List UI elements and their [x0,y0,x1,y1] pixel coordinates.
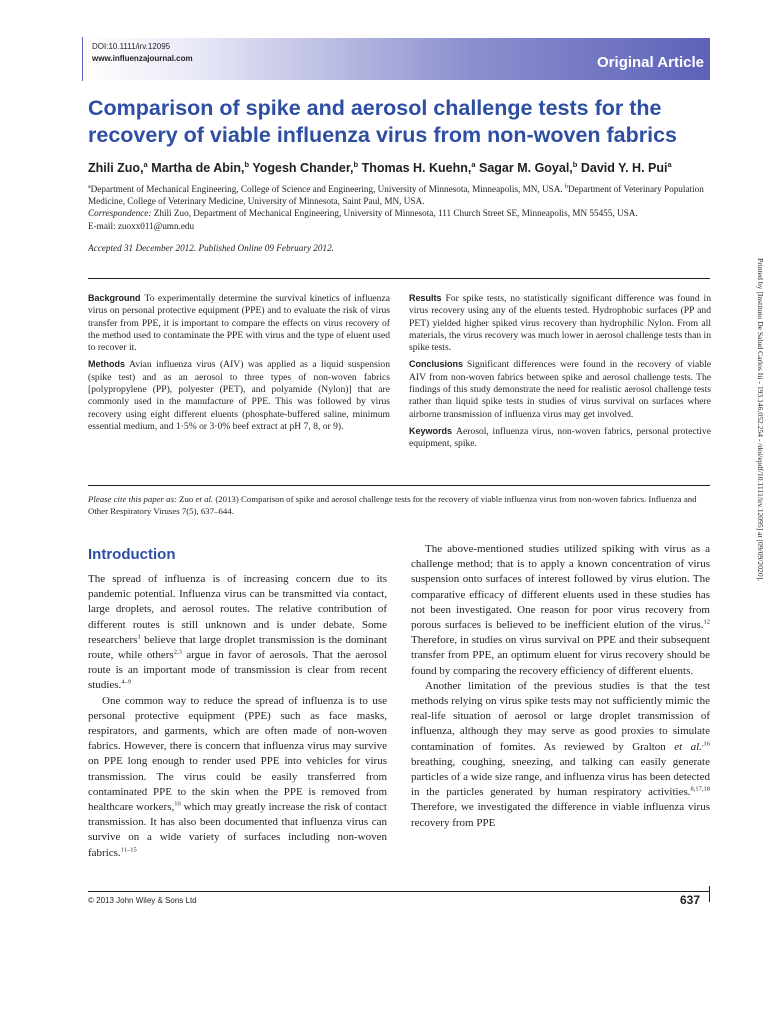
body-text: believe that large droplet transmission is the dominant route, while others [88,633,387,662]
journal-url[interactable]: www.influenzajournal.com [92,54,193,63]
abstract-results: For spike tests, no statistically significant difference was found in virus recovery using any of the eluents tested. Hydrophobic surfaces (PP and PET) yielded higher spiked virus recovery than hydrophilic Nylon. From all materials, the virus recovery was much lower in aerosol challenge tests than in spike tests. [409,293,711,354]
citation-authors: Zuo [179,494,194,504]
body-text: Another limitation of the previous studies is that the test methods relying on virus spike tests may not sufficiently mimic the real-life situation of aerosol or large droplet transmission of influenza, although they may serve as good proxies to simulate contamination of fomites. As reviewed by Gralton [411,679,710,753]
abstract-background: To experimentally determine the survival kinetics of influenza virus on personal protective equipment (PPE) and to evaluate the risk of virus transfer from PPE, it is important to compare the effects on virus recovery of the method used to contaminate the PPE with virus and the type of eluent used to recover it. [88,293,390,354]
page-tick [709,886,710,902]
affil-a: Department of Mechanical Engineering, College of Science and Engineering, University of Minnesota, Minneapolis, MN, USA. [90,184,563,195]
citation-note [88,493,710,517]
reference-sup[interactable]: 2,3 [173,648,182,656]
body-text: Therefore, in studies on virus survival on PPE and their subsequent transfer from PPE, an optimum eluent for virus recovery should be found by comparing the recovery efficiency of different eluents. [411,634,710,677]
author-affil-sup: b [244,160,250,169]
affil-b: Department of Veterinary Population Medicine, College of Veterinary Medicine, University of Minnesota, Saint Paul, MN, USA. [88,184,704,207]
author-affil-sup: a [471,160,476,169]
download-watermark: Printed by [Instituto De Salud Carlos Iii - 193.146.052.254 - /doi/epdf/10.1111/irv.12095] at [09/09/2020]. [756,258,765,582]
accepted-date: Accepted 31 December 2012. Published Online 09 February 2012. [88,243,334,253]
correspondence-text: Zhili Zuo, Department of Mechanical Engineering, University of Minnesota, 111 Church Street SE, Minneapolis, MN 55455, USA. [153,208,638,219]
header-rule [82,37,83,81]
author-name: Martha de Abin, [151,161,245,176]
body-text: The spread of influenza is of increasing concern due to its pandemic potential. Influenza virus can be transmitted via contact, large droplets, and aerosol routes. The relative contribution of different routes is still unknown and is under debate. Some researchers [88,573,387,646]
footer-divider [88,891,710,892]
reference-sup[interactable]: 8,17,18 [690,785,710,793]
correspondence-label: Correspondence: [88,208,152,219]
abstract-conclusions: Significant differences were found in the recovery of viable AIV from non-woven fabrics between spike and aerosol challenge tests. The findings of this study demonstrate the need for realistic aerosol challenge tests rather than liquid spike tests in studies of virus survival on surfaces where airborne transmission of influenza virus may get involved. [409,359,711,420]
keywords-label: Keywords [409,425,453,436]
citation-etal: et al. [195,494,214,504]
reference-sup[interactable]: 4–9 [121,678,132,686]
citation-text: (2013) Comparison of spike and aerosol challenge tests for the recovery of viable influenza virus from non-woven fabrics. Influenza and Other Respiratory Viruses 7(5), 637–644. [88,494,697,516]
article-title: Comparison of spike and aerosol challenge tests for the recovery of viable influenza virus from non-woven fabrics [88,96,678,147]
abstract-background-label: Background [88,293,141,303]
affiliations [88,181,718,232]
body-paragraph [88,572,387,694]
author-affil-sup: a [667,160,672,169]
author-list [88,160,672,175]
body-paragraph [88,694,387,861]
body-text-italic: et al. [674,740,702,753]
reference-sup[interactable]: 11–15 [120,846,137,853]
keywords: Aerosol, influenza virus, non-woven fabrics, personal protective equipment, spike. [409,425,711,450]
correspondence-email[interactable]: E-mail: zuoxx011@umn.edu [88,220,195,231]
body-left-column [88,572,387,861]
affil-b-sup: b [565,184,568,190]
body-text: One common way to reduce the spread of influenza is to use personal protective equipment (PPE) such as face masks, respirators, and garments, which are often made of non-woven fabrics. However, there is concern that influenza virus may survive on PPE long enough to render used PPE into vehicles for virus transmission. The virus could be easily transferred from contaminated PPE to the skin when the PPE is removed from healthcare workers, [88,694,387,814]
page-number: 637 [680,893,701,907]
article-type: Original Article [597,54,704,71]
author-name: Thomas H. Kuehn, [361,161,472,176]
reference-sup[interactable]: 10 [174,800,181,808]
affil-a-sup: a [88,184,91,190]
divider [88,485,710,486]
divider [88,278,710,279]
reference-sup[interactable]: ,16 [701,739,710,747]
body-paragraph [411,679,710,831]
abstract-methods-label: Methods [88,359,125,370]
abstract-right-column [409,292,711,455]
body-right-column [411,542,710,831]
body-text: Therefore, we investigated the difference in viable influenza virus recovery from PPE [411,801,710,829]
author-affil-sup: a [143,160,148,169]
body-text: which may greatly increase the risk of contact transmission. It has also been documented that influenza virus can survive on a wide variety of surfaces including non-woven fabrics. [88,801,387,859]
body-text: breathing, coughing, sneezing, and talking can easily generate particles of a wide size range, and influenza virus has been detected in the particles generated by human respiratory activities. [411,755,710,799]
author-name: Sagar M. Goyal, [479,161,573,176]
author-name: Yogesh Chander, [252,161,354,176]
reference-sup[interactable]: 1 [137,633,141,641]
author-name: David Y. H. Pui [580,161,668,176]
author-affil-sup: b [353,160,359,169]
abstract-left-column [88,292,390,437]
abstract-results-label: Results [409,293,442,303]
body-text: The above-mentioned studies utilized spiking with virus as a challenge method; that is to apply a known concentration of virus suspension onto surfaces of interest followed by virus elution. The comparative efficacy of different eluents used in these studies has not been investigated. One reason for poor virus recovery from porous surfaces is believed to be inefficient elution of the virus. [411,543,710,632]
citation-label: Please cite this paper as: [88,494,177,504]
reference-sup[interactable]: 12 [703,618,710,626]
abstract-conclusions-label: Conclusions [409,359,464,370]
doi[interactable]: DOI:10.1111/irv.12095 [92,42,171,51]
author-affil-sup: b [572,160,578,169]
copyright: © 2013 John Wiley & Sons Ltd [88,896,197,905]
abstract-methods: Avian influenza virus (AIV) was applied as a liquid suspension (spike test) and as an aerosol to three types of non-woven fabrics [polypropylene (PP), polyester (PET), and polyamide (Nylon)] that are commonly used in the manufacture of PPE. This was followed by virus recovery using eight different eluents (phosphate-buffered saline, minimum essential medium, and 1·5% or 3·0% beef extract at pH 7, 8, or 9). [88,359,390,432]
body-paragraph [411,542,710,679]
body-text: argue in favor of aerosols. That the aerosol route is an important mode of transmission is clear from recent studies. [88,649,387,692]
section-heading-introduction: Introduction [88,546,176,563]
author-name: Zhili Zuo, [88,161,144,176]
